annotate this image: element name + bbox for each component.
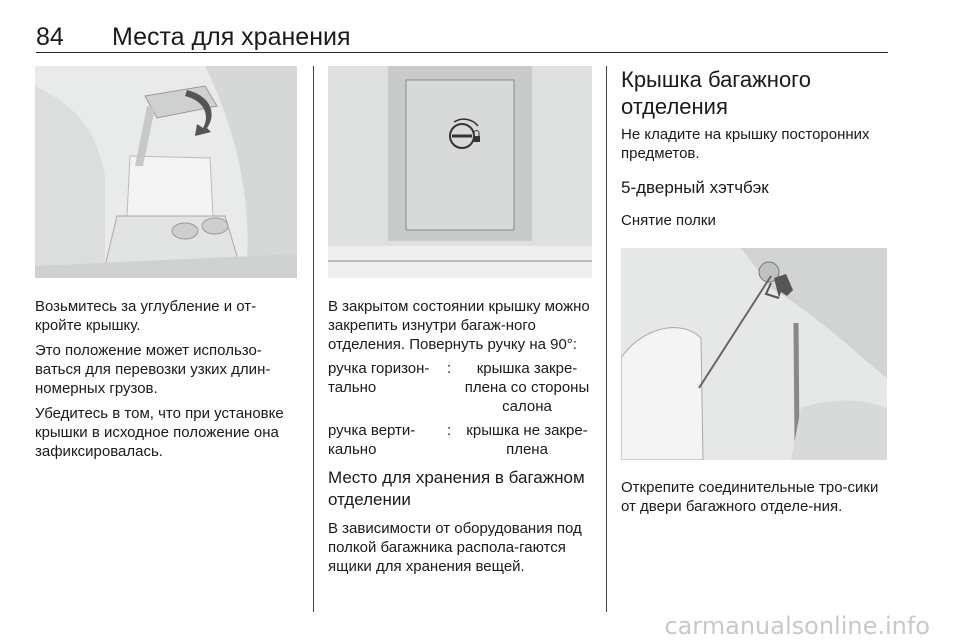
paragraph-detach-cords: Открепите соединительные тро-сики от двери багажного отделе-ния.: [621, 479, 879, 515]
paragraph-open-cover: Возьмитесь за углубление и от-кройте крышку.: [35, 298, 257, 334]
page-header: [36, 22, 888, 52]
table-description: крышка закре-плена со стороны салона: [464, 360, 590, 415]
table-description: крышка не закре-плена: [466, 422, 588, 458]
paragraph-long-items: Это положение может использо-ваться для перевозки узких длин-номерных грузов.: [35, 342, 271, 397]
table-row: [328, 421, 592, 459]
heading-cargo-cover: Крышка багажного отделения: [621, 67, 811, 119]
header-divider: [36, 52, 888, 53]
paragraph-lock-intro: В закрытом состоянии крышку можно закрепить изнутри багаж-ного отделения. Повернуть ручку на 90°:: [328, 298, 590, 353]
column-divider-left: [313, 66, 314, 612]
paragraph-cargo-storage: В зависимости от оборудования под полкой багажника распола-гаются ящики для хранения вещей.: [328, 520, 582, 575]
table-term: ручка горизон-тально: [328, 360, 430, 396]
handle-position-table: [328, 359, 592, 459]
table-separator: :: [447, 360, 452, 377]
page-title: Места для хранения: [112, 23, 351, 51]
lock-handle-illustration: [328, 66, 592, 278]
storage-compartment-illustration: [35, 66, 297, 278]
heading-5-door-hatchback: 5-дверный хэтчбэк: [621, 178, 769, 197]
column-right: [621, 66, 887, 516]
column-left: [35, 66, 297, 461]
page-number: 84: [36, 23, 64, 51]
paragraph-cover-warning: Не кладите на крышку посторонних предметов.: [621, 126, 870, 162]
table-term: ручка верти-кально: [328, 422, 416, 458]
table-row: [328, 359, 592, 416]
paragraph-check-latch: Убедитесь в том, что при установке крышки в исходное положение она зафиксировалась.: [35, 405, 284, 460]
detach-cords-illustration: [621, 248, 887, 460]
column-divider-right: [606, 66, 607, 612]
table-separator: :: [447, 422, 452, 439]
watermark: carmanualsonline.info: [664, 612, 930, 640]
column-middle: [328, 66, 592, 576]
heading-cargo-storage: Место для хранения в багажном отделении: [328, 468, 585, 509]
heading-remove-shelf: Снятие полки: [621, 212, 716, 229]
